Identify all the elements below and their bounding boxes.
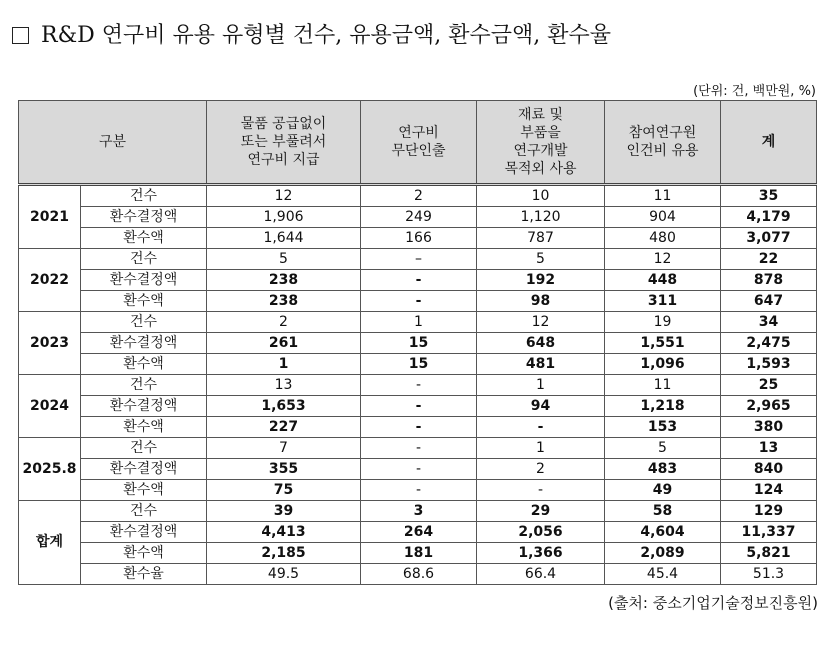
row-label: 환수결정액: [81, 522, 207, 543]
document-title: [12, 18, 611, 49]
checkbox-square-icon: [12, 27, 29, 44]
row-label: 환수액: [81, 291, 207, 312]
table-row: [19, 417, 817, 438]
value-cell: 238: [207, 291, 361, 312]
header-line: 재료 및: [517, 107, 564, 123]
row-label: 환수액: [81, 417, 207, 438]
row-label: 환수결정액: [81, 270, 207, 291]
table-row: [19, 543, 817, 564]
value-cell: 19: [605, 312, 721, 333]
total-cell: 34: [721, 312, 817, 333]
header-col-2: [361, 101, 477, 185]
value-cell: 153: [605, 417, 721, 438]
value-cell: 49: [605, 480, 721, 501]
total-cell: 22: [721, 249, 817, 270]
year-cell: 2024: [19, 375, 81, 438]
value-cell: –: [361, 249, 477, 270]
header-line: 연구개발: [513, 143, 568, 159]
value-cell: 94: [477, 396, 605, 417]
value-cell: -: [361, 270, 477, 291]
value-cell: 483: [605, 459, 721, 480]
total-cell: 129: [721, 501, 817, 522]
value-cell: 12: [207, 185, 361, 207]
year-cell: 2021: [19, 185, 81, 249]
row-label: 건수: [81, 501, 207, 522]
total-cell: 2,475: [721, 333, 817, 354]
value-cell: 249: [361, 207, 477, 228]
value-cell: -: [477, 417, 605, 438]
total-cell: 5,821: [721, 543, 817, 564]
row-label: 환수율: [81, 564, 207, 585]
header-col-total: [721, 101, 817, 185]
table-body: [19, 185, 817, 585]
source-note: (출처: 중소기업기술정보진흥원): [608, 594, 818, 612]
header-line: 목적외 사용: [504, 161, 577, 177]
row-label: 건수: [81, 438, 207, 459]
table-row: [19, 459, 817, 480]
total-cell: 878: [721, 270, 817, 291]
table-row: [19, 564, 817, 585]
total-cell: 4,179: [721, 207, 817, 228]
value-cell: 29: [477, 501, 605, 522]
total-cell: 1,593: [721, 354, 817, 375]
value-cell: 11: [605, 185, 721, 207]
value-cell: 1,644: [207, 228, 361, 249]
total-cell: 11,337: [721, 522, 817, 543]
value-cell: 311: [605, 291, 721, 312]
row-label: 환수액: [81, 480, 207, 501]
value-cell: 166: [361, 228, 477, 249]
value-cell: 49.5: [207, 564, 361, 585]
value-cell: 1: [207, 354, 361, 375]
total-cell: 25: [721, 375, 817, 396]
value-cell: -: [361, 417, 477, 438]
value-cell: 15: [361, 333, 477, 354]
value-cell: -: [361, 480, 477, 501]
row-label: 건수: [81, 185, 207, 207]
value-cell: 2,056: [477, 522, 605, 543]
value-cell: 5: [605, 438, 721, 459]
header-row: [19, 101, 817, 185]
value-cell: 39: [207, 501, 361, 522]
value-cell: 2: [477, 459, 605, 480]
header-line: 부품을: [520, 125, 561, 141]
value-cell: 11: [605, 375, 721, 396]
value-cell: 1,653: [207, 396, 361, 417]
row-label: 환수액: [81, 228, 207, 249]
value-cell: 181: [361, 543, 477, 564]
row-label: 환수액: [81, 543, 207, 564]
value-cell: 227: [207, 417, 361, 438]
value-cell: 2: [207, 312, 361, 333]
header-gubun: 구분: [19, 101, 207, 185]
value-cell: -: [361, 438, 477, 459]
year-cell: 합계: [19, 501, 81, 585]
header-line: 또는 부풀려서: [240, 134, 327, 150]
value-cell: 1: [361, 312, 477, 333]
value-cell: 1: [477, 438, 605, 459]
total-cell: 3,077: [721, 228, 817, 249]
total-cell: 13: [721, 438, 817, 459]
value-cell: 1,096: [605, 354, 721, 375]
header-line: 인건비 유용: [626, 143, 699, 159]
value-cell: 68.6: [361, 564, 477, 585]
table-row: [19, 438, 817, 459]
table-row: [19, 333, 817, 354]
table-row: [19, 185, 817, 207]
row-label: 건수: [81, 312, 207, 333]
value-cell: 481: [477, 354, 605, 375]
value-cell: 261: [207, 333, 361, 354]
total-cell: 51.3: [721, 564, 817, 585]
row-label: 환수액: [81, 354, 207, 375]
table-row: [19, 480, 817, 501]
value-cell: 1,551: [605, 333, 721, 354]
value-cell: 2: [361, 185, 477, 207]
data-table: [18, 100, 817, 585]
row-label: 건수: [81, 249, 207, 270]
header-line: 계: [761, 134, 776, 150]
value-cell: -: [477, 480, 605, 501]
value-cell: 448: [605, 270, 721, 291]
year-cell: 2022: [19, 249, 81, 312]
value-cell: 2,089: [605, 543, 721, 564]
value-cell: 1: [477, 375, 605, 396]
table-row: [19, 228, 817, 249]
value-cell: 12: [477, 312, 605, 333]
header-line: 물품 공급없이: [240, 116, 327, 132]
value-cell: 10: [477, 185, 605, 207]
row-label: 환수결정액: [81, 207, 207, 228]
header-col-4: [605, 101, 721, 185]
value-cell: -: [361, 375, 477, 396]
table-row: [19, 207, 817, 228]
total-cell: 35: [721, 185, 817, 207]
row-label: 환수결정액: [81, 333, 207, 354]
value-cell: 13: [207, 375, 361, 396]
table-row: [19, 522, 817, 543]
value-cell: 1,906: [207, 207, 361, 228]
header-line: 참여연구원: [628, 125, 697, 141]
row-label: 건수: [81, 375, 207, 396]
value-cell: 787: [477, 228, 605, 249]
table-row: [19, 354, 817, 375]
value-cell: 648: [477, 333, 605, 354]
value-cell: -: [361, 396, 477, 417]
row-label: 환수결정액: [81, 459, 207, 480]
total-cell: 124: [721, 480, 817, 501]
value-cell: 3: [361, 501, 477, 522]
value-cell: 1,366: [477, 543, 605, 564]
header-col-1: [207, 101, 361, 185]
year-cell: 2025.8: [19, 438, 81, 501]
table-row: [19, 249, 817, 270]
value-cell: 2,185: [207, 543, 361, 564]
value-cell: 45.4: [605, 564, 721, 585]
value-cell: -: [361, 291, 477, 312]
value-cell: 5: [207, 249, 361, 270]
table-row: [19, 312, 817, 333]
value-cell: -: [361, 459, 477, 480]
value-cell: 4,413: [207, 522, 361, 543]
value-cell: 192: [477, 270, 605, 291]
header-line: 무단인출: [391, 143, 446, 159]
unit-note: (단위: 건, 백만원, %): [693, 84, 816, 99]
value-cell: 355: [207, 459, 361, 480]
value-cell: 1,120: [477, 207, 605, 228]
table-row: [19, 291, 817, 312]
value-cell: 238: [207, 270, 361, 291]
value-cell: 7: [207, 438, 361, 459]
value-cell: 75: [207, 480, 361, 501]
total-cell: 647: [721, 291, 817, 312]
table-row: [19, 375, 817, 396]
header-line: 연구비: [398, 125, 439, 141]
total-cell: 2,965: [721, 396, 817, 417]
value-cell: 904: [605, 207, 721, 228]
value-cell: 66.4: [477, 564, 605, 585]
header-col-3: [477, 101, 605, 185]
table-row: [19, 270, 817, 291]
value-cell: 98: [477, 291, 605, 312]
value-cell: 58: [605, 501, 721, 522]
header-line: 연구비 지급: [247, 152, 320, 168]
total-cell: 840: [721, 459, 817, 480]
value-cell: 1,218: [605, 396, 721, 417]
value-cell: 12: [605, 249, 721, 270]
table-row: [19, 501, 817, 522]
title-text: R&D 연구비 유용 유형별 건수, 유용금액, 환수금액, 환수율: [41, 23, 612, 48]
value-cell: 5: [477, 249, 605, 270]
value-cell: 15: [361, 354, 477, 375]
year-cell: 2023: [19, 312, 81, 375]
value-cell: 264: [361, 522, 477, 543]
table-row: [19, 396, 817, 417]
value-cell: 4,604: [605, 522, 721, 543]
value-cell: 480: [605, 228, 721, 249]
total-cell: 380: [721, 417, 817, 438]
row-label: 환수결정액: [81, 396, 207, 417]
